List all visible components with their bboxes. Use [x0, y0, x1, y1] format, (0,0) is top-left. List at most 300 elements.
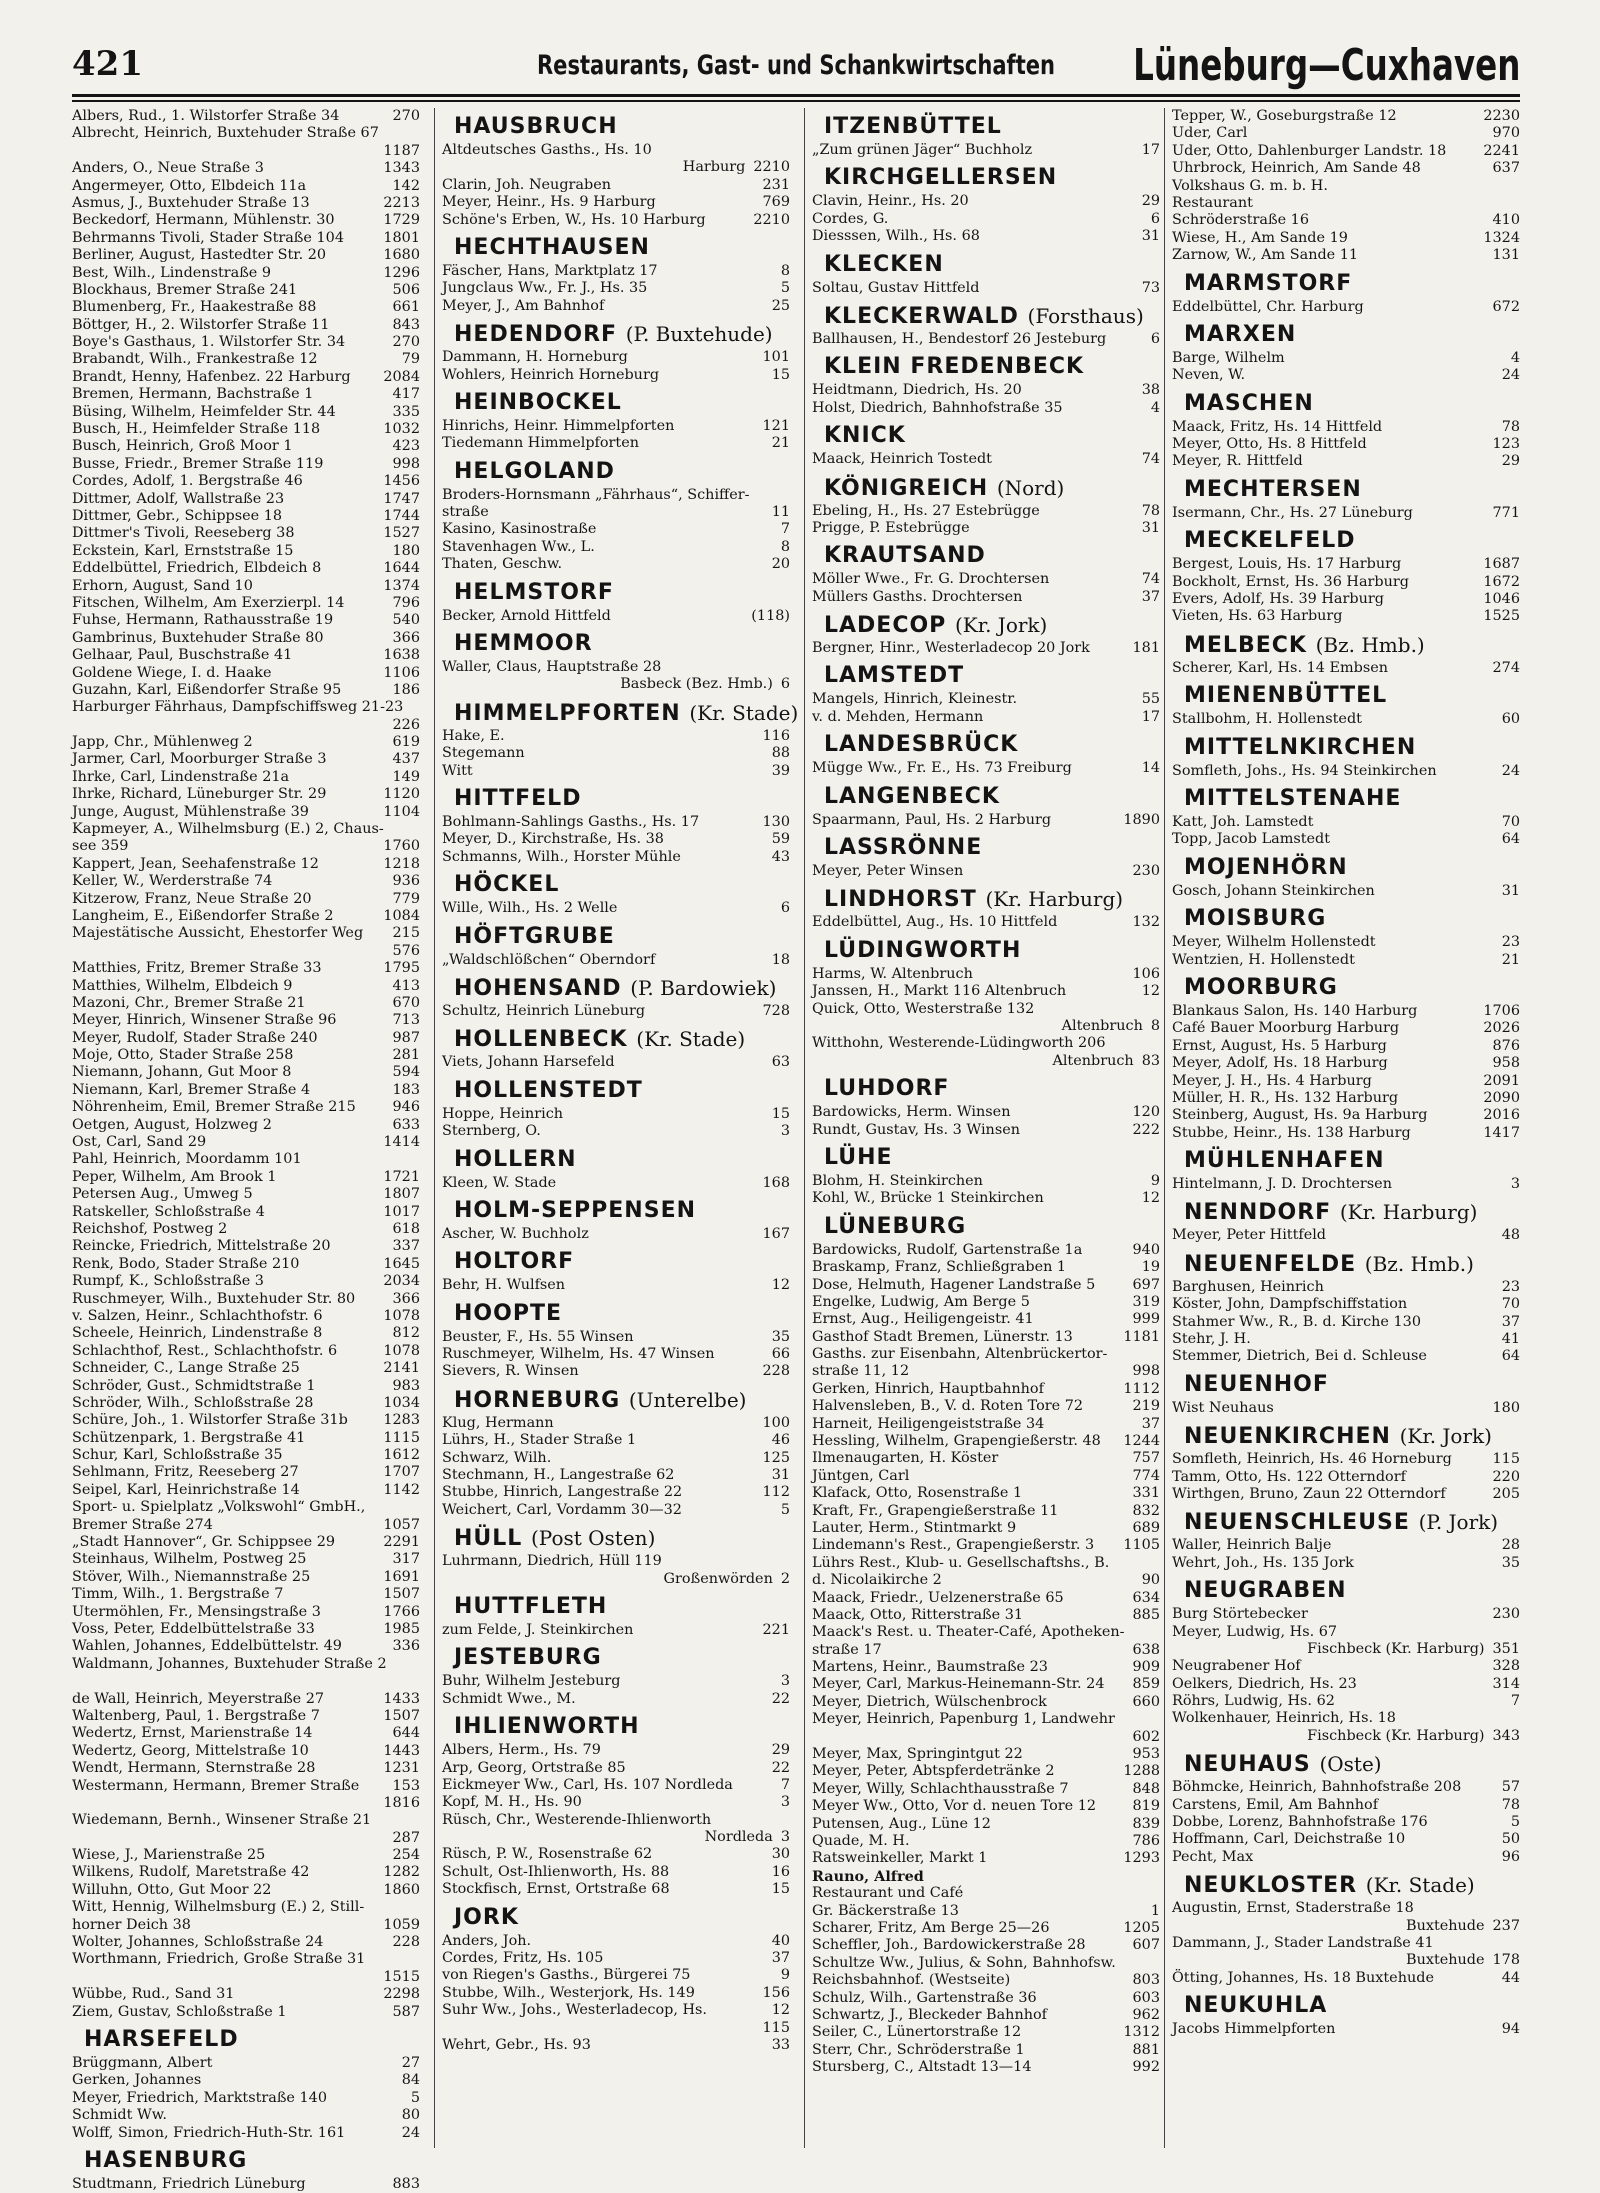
entry-text: Seiler, C., Lünertorstraße 12 — [812, 2024, 1022, 2041]
place-heading — [1172, 1576, 1520, 1606]
place-heading-name: MIENENBÜTTEL — [1184, 683, 1388, 709]
entry-text: Brüggmann, Albert — [72, 2054, 213, 2071]
entry-phone: 603 — [1132, 1989, 1160, 2006]
entry-phone — [1516, 178, 1520, 195]
entry-text: Cordes, Adolf, 1. Bergstraße 46 — [72, 473, 303, 490]
entry-text: Wendt, Hermann, Sternstraße 28 — [72, 1760, 316, 1777]
directory-entry — [72, 2107, 420, 2124]
entry-text: Büsing, Wilhelm, Heimfelder Str. 44 — [72, 403, 336, 420]
directory-entry — [72, 856, 420, 873]
directory-entry — [812, 1277, 1160, 1294]
entry-phone: 1414 — [383, 1134, 420, 1151]
entry-text: Holst, Diedrich, Bahnhofstraße 35 — [812, 399, 1063, 416]
entry-phone: 101 — [762, 349, 790, 366]
entry-phone: 786 — [1132, 1833, 1160, 1849]
entry-phone: 5 — [780, 280, 790, 297]
entry-text: Hinrichs, Heinr. Himmelpforten — [442, 417, 675, 434]
directory-entry — [812, 1104, 1160, 1121]
place-heading — [812, 782, 1160, 812]
place-heading-qualifier: (P. Bardowiek) — [630, 975, 777, 1000]
entry-text: Westermann, Hermann, Bremer Straße — [72, 1777, 360, 1794]
entry-text: Busch, H., Heimfelder Straße 118 — [72, 421, 321, 438]
place-heading-name: HITTFELD — [454, 785, 582, 811]
directory-entry — [442, 1467, 790, 1484]
directory-entry — [442, 2002, 790, 2019]
entry-text: Rüsch, Chr., Westerende-Ihlienworth — [442, 1811, 712, 1828]
entry-phone: 413 — [392, 977, 420, 994]
directory-entry — [812, 2042, 1160, 2059]
directory-entry — [442, 367, 790, 384]
directory-entry — [812, 451, 1160, 468]
directory-entry — [812, 863, 1160, 880]
place-heading-name: KÖNIGREICH — [824, 475, 989, 501]
directory-entry — [72, 1551, 420, 1568]
entry-text: von Riegen's Gasths., Bürgerei 75 — [442, 1967, 691, 1984]
place-heading-name: HIMMELPFORTEN — [454, 700, 681, 726]
directory-entry — [72, 751, 420, 768]
entry-text: Scharer, Fritz, Am Berge 25—26 — [812, 1919, 1050, 1936]
directory-entry — [812, 1190, 1160, 1207]
place-heading-name: HÜLL — [454, 1526, 523, 1552]
place-heading — [1172, 1507, 1520, 1537]
place-range: Lüneburg—Cuxhaven — [1132, 40, 1520, 91]
directory-entry — [72, 821, 420, 838]
entry-phone: 186 — [392, 681, 420, 698]
entry-phone: 39 — [771, 762, 790, 779]
place-heading — [1172, 1749, 1520, 1779]
entry-text: Dittmer, Adolf, Wallstraße 23 — [72, 490, 285, 507]
directory-entry — [442, 263, 790, 280]
place-heading — [812, 1074, 1160, 1104]
place-heading-name: HOLLERN — [454, 1146, 577, 1172]
place-heading-name: NEUKLOSTER — [1184, 1873, 1358, 1899]
directory-entry — [812, 640, 1160, 657]
directory-entry — [72, 2072, 420, 2089]
entry-text: Sehlmann, Fritz, Reeseberg 27 — [72, 1464, 299, 1481]
entry-text: Kohl, W., Brücke 1 Steinkirchen — [812, 1190, 1044, 1207]
entry-text: Harneit, Heiligengeiststraße 34 — [812, 1415, 1045, 1432]
entry-text: Wübbe, Rud., Sand 31 — [72, 1986, 235, 2003]
directory-entry — [1172, 299, 1520, 316]
entry-text: Restaurant und Café — [812, 1885, 964, 1902]
entry-phone: 156 — [762, 1984, 790, 2001]
entry-text: Café Bauer Moorburg Harburg — [1172, 1020, 1400, 1037]
directory-entry — [812, 193, 1160, 210]
entry-text: Maack, Friedr., Uelzenerstraße 65 — [812, 1589, 1064, 1606]
directory-entry — [1172, 1849, 1520, 1866]
entry-phone: 153 — [392, 1777, 420, 1794]
entry-phone: 88 — [771, 745, 790, 762]
entry-text: Lührs, H., Stader Straße 1 — [442, 1432, 637, 1449]
directory-entry — [812, 1607, 1160, 1624]
place-heading — [1172, 526, 1520, 556]
entry-phone: 876 — [1492, 1037, 1520, 1054]
entry-phone: 839 — [1132, 1815, 1160, 1832]
place-heading-name: LUHDORF — [824, 1076, 950, 1102]
entry-phone: 78 — [1501, 1796, 1520, 1813]
directory-entry — [72, 1830, 420, 1847]
directory-entry — [812, 1624, 1160, 1641]
place-heading — [1172, 973, 1520, 1003]
directory-entry — [72, 195, 420, 212]
entry-phone: 2016 — [1483, 1107, 1520, 1124]
entry-text: Wedertz, Georg, Mittelstraße 10 — [72, 1742, 309, 1759]
entry-phone: 38 — [1141, 382, 1160, 399]
columns — [72, 108, 1520, 2192]
entry-phone: 180 — [1492, 1399, 1520, 1416]
place-heading-name: HARSEFELD — [84, 2026, 239, 2052]
entry-phone: 1288 — [1123, 1763, 1160, 1780]
entry-text — [72, 717, 389, 734]
entry-text: Fischbeck (Kr. Harburg) — [1307, 1727, 1485, 1744]
place-heading-qualifier: (P. Jork) — [1418, 1510, 1499, 1535]
directory-entry — [442, 1277, 790, 1294]
entry-phone: 8 — [1150, 1017, 1160, 1034]
place-heading-name: MOJENHÖRN — [1184, 854, 1348, 880]
directory-entry — [442, 2020, 790, 2037]
directory-entry — [72, 908, 420, 925]
directory-entry — [1172, 1296, 1520, 1313]
entry-text: Kleen, W. Stade — [442, 1174, 557, 1191]
entry-text: Klug, Hermann — [442, 1414, 554, 1431]
entry-text: Scheele, Heinrich, Lindenstraße 8 — [72, 1325, 323, 1342]
place-heading — [812, 421, 1160, 451]
directory-entry — [1172, 1003, 1520, 1020]
directory-entry — [812, 1659, 1160, 1676]
directory-entry — [812, 1363, 1160, 1380]
entry-text: Maack, Otto, Ritterstraße 31 — [812, 1606, 1024, 1623]
place-heading — [812, 730, 1160, 760]
entry-phone: 1417 — [1483, 1124, 1520, 1141]
entry-text: Langheim, E., Eißendorfer Straße 2 — [72, 907, 334, 924]
entry-phone: 18 — [771, 951, 790, 968]
entry-phone: 1638 — [383, 647, 420, 664]
entry-phone: 66 — [771, 1346, 790, 1363]
directory-entry — [72, 2055, 420, 2072]
entry-phone: 121 — [762, 417, 790, 434]
directory-entry — [812, 228, 1160, 245]
directory-entry — [72, 1482, 420, 1499]
entry-phone: 116 — [762, 727, 790, 744]
entry-phone: 637 — [1492, 160, 1520, 177]
directory-entry — [72, 1899, 420, 1916]
entry-phone: 37 — [1501, 1313, 1520, 1330]
directory-entry — [1172, 1348, 1520, 1365]
entry-phone: 2091 — [1483, 1072, 1520, 1089]
place-heading-name: KIRCHGELLERSEN — [824, 165, 1058, 191]
entry-phone: 5 — [780, 1501, 790, 1518]
place-heading — [442, 233, 790, 263]
entry-text: Sternberg, O. — [442, 1123, 541, 1140]
place-heading — [442, 629, 790, 659]
directory-entry — [72, 1638, 420, 1655]
entry-text: Burg Störtebecker — [1172, 1606, 1308, 1623]
entry-text: Stechmann, H., Langestraße 62 — [442, 1467, 675, 1484]
entry-phone: 9 — [780, 1967, 790, 1984]
entry-text: Broders-Hornsmann „Fährhaus“, Schiffer- — [442, 486, 750, 503]
entry-phone: 843 — [392, 316, 420, 333]
entry-text: Ernst, August, Hs. 5 Harburg — [1172, 1037, 1387, 1054]
column-2 — [442, 108, 799, 2148]
place-heading — [1172, 1991, 1520, 2021]
directory-entry — [72, 282, 420, 299]
entry-text: Waltenberg, Paul, 1. Bergstraße 7 — [72, 1707, 320, 1724]
entry-phone: 660 — [1132, 1693, 1160, 1710]
entry-phone: 812 — [392, 1325, 420, 1342]
entry-text: Jarmer, Carl, Moorburger Straße 3 — [72, 751, 327, 768]
directory-entry — [72, 1812, 420, 1829]
entry-phone: 936 — [392, 873, 420, 890]
place-heading — [442, 870, 790, 900]
entry-text: Witthohn, Westerende-Lüdingworth 206 — [812, 1035, 1106, 1052]
entry-phone: 423 — [392, 438, 420, 455]
entry-text: d. Nicolaikirche 2 — [812, 1572, 942, 1589]
directory-entry — [72, 960, 420, 977]
entry-phone: 1181 — [1123, 1328, 1160, 1345]
place-heading-name: KLECKEN — [824, 251, 944, 277]
entry-phone: 15 — [771, 1105, 790, 1122]
place-heading — [1172, 320, 1520, 350]
entry-text: Meyer, Otto, Hs. 8 Hittfeld — [1172, 436, 1367, 453]
directory-entry — [812, 1955, 1160, 1972]
entry-phone: 14 — [1141, 760, 1160, 777]
place-heading-name: IHLIENWORTH — [454, 1714, 640, 1740]
entry-phone: 25 — [771, 297, 790, 314]
entry-phone — [786, 142, 790, 159]
entry-text: Junge, August, Mühlenstraße 39 — [72, 803, 309, 820]
directory-entry — [72, 525, 420, 542]
directory-entry — [72, 1934, 420, 1951]
directory-entry — [442, 1622, 790, 1639]
entry-text: Wilkens, Rudolf, Maretstraße 42 — [72, 1864, 310, 1881]
entry-text: Stallbohm, H. Hollenstedt — [1172, 711, 1362, 728]
entry-phone: 540 — [392, 612, 420, 629]
entry-phone: 3 — [780, 1123, 790, 1140]
directory-entry — [1172, 1176, 1520, 1193]
entry-text: Mügge Ww., Fr. E., Hs. 73 Freiburg — [812, 760, 1072, 777]
place-heading — [812, 1212, 1160, 1242]
entry-phone: 112 — [762, 1484, 790, 1501]
entry-text: Eddelbüttel, Chr. Harburg — [1172, 298, 1364, 315]
directory-entry — [72, 995, 420, 1012]
entry-phone: 1672 — [1483, 573, 1520, 590]
directory-entry — [1172, 1020, 1520, 1037]
entry-phone: 43 — [771, 848, 790, 865]
entry-phone: 2213 — [383, 194, 420, 211]
directory-entry — [812, 1676, 1160, 1693]
entry-phone — [1156, 1035, 1160, 1052]
entry-phone: 1433 — [383, 1690, 420, 1707]
entry-phone: 946 — [392, 1099, 420, 1116]
entry-text: Jungclaus Ww., Fr. J., Hs. 35 — [442, 280, 648, 297]
entry-phone: 351 — [1492, 1640, 1520, 1657]
entry-text: Beuster, F., Hs. 55 Winsen — [442, 1328, 634, 1345]
entry-text: Meyer Ww., Otto, Vor d. neuen Tore 12 — [812, 1798, 1097, 1815]
entry-text: Möller Wwe., Fr. G. Drochtersen — [812, 571, 1050, 588]
entry-text: Fäscher, Hans, Marktplatz 17 — [442, 262, 658, 279]
directory-entry — [1172, 1918, 1520, 1935]
entry-text: Brandt, Henny, Hafenbez. 22 Harburg — [72, 368, 351, 385]
entry-text: Schüre, Joh., 1. Wilstorfer Straße 31b — [72, 1412, 348, 1429]
entry-text: Brabandt, Wilh., Frankestraße 12 — [72, 351, 318, 368]
entry-phone: 205 — [1492, 1485, 1520, 1502]
directory-entry — [442, 349, 790, 366]
place-heading-name: MECKELFELD — [1184, 528, 1356, 554]
entry-text: Schlachthof, Rest., Schlachthofstr. 6 — [72, 1342, 338, 1359]
directory-entry — [1172, 556, 1520, 573]
entry-phone: 796 — [392, 594, 420, 611]
directory-entry — [72, 1499, 420, 1516]
entry-text: Worthmann, Friedrich, Große Straße 31 — [72, 1951, 366, 1968]
entry-text: Neugrabener Hof — [1172, 1658, 1301, 1675]
directory-entry — [442, 1054, 790, 1071]
directory-entry — [442, 1571, 790, 1588]
place-heading-name: LÜHE — [824, 1144, 893, 1170]
entry-phone: 1747 — [383, 490, 420, 507]
entry-phone: 1816 — [383, 1794, 420, 1811]
directory-entry — [1172, 1107, 1520, 1124]
entry-phone: 64 — [1501, 1348, 1520, 1365]
entry-phone — [786, 1553, 790, 1570]
directory-entry — [442, 1691, 790, 1708]
place-heading — [1172, 1197, 1520, 1227]
place-heading — [1172, 1870, 1520, 1900]
entry-text: Niemann, Karl, Bremer Straße 4 — [72, 1081, 311, 1098]
place-heading — [442, 1076, 790, 1106]
entry-phone — [416, 1673, 420, 1690]
entry-text: Timm, Wilh., 1. Bergstraße 7 — [72, 1586, 284, 1603]
entry-text: Jacobs Himmelpforten — [1172, 2021, 1336, 2038]
directory-entry — [812, 1294, 1160, 1311]
place-heading-name: KNICK — [824, 423, 906, 449]
directory-entry — [1172, 212, 1520, 229]
place-heading — [442, 922, 790, 952]
entry-text: Lauter, Herm., Stintmarkt 9 — [812, 1519, 1017, 1536]
directory-entry — [442, 1967, 790, 1984]
entry-phone: 230 — [1492, 1606, 1520, 1623]
directory-entry — [812, 2024, 1160, 2041]
entry-phone: 2026 — [1483, 1020, 1520, 1037]
place-heading — [1172, 1370, 1520, 1400]
entry-text: Altdeutsches Gasths., Hs. 10 — [442, 142, 652, 158]
entry-phone: 1687 — [1483, 556, 1520, 573]
place-heading — [1172, 681, 1520, 711]
entry-phone: 115 — [1492, 1451, 1520, 1468]
entry-text: Eickmeyer Ww., Carl, Hs. 107 Nordleda — [442, 1776, 733, 1793]
place-heading — [812, 1143, 1160, 1173]
place-heading — [812, 541, 1160, 571]
directory-entry — [72, 1656, 420, 1673]
entry-phone: 1343 — [383, 160, 420, 177]
entry-text: Wiedemann, Bernh., Winsener Straße 21 — [72, 1812, 372, 1829]
entry-phone: 274 — [1492, 659, 1520, 676]
entry-text: Oelkers, Diedrich, Hs. 23 — [1172, 1675, 1357, 1692]
place-heading — [1172, 1146, 1520, 1176]
entry-text: Fuhse, Hermann, Rathausstraße 19 — [72, 612, 334, 629]
entry-text: Meyer, D., Kirchstraße, Hs. 38 — [442, 831, 664, 848]
directory-entry — [442, 814, 790, 831]
directory-entry — [812, 589, 1160, 606]
entry-phone: 1515 — [383, 1968, 420, 1985]
directory-entry — [812, 709, 1160, 726]
place-heading — [442, 319, 790, 349]
directory-entry — [72, 1917, 420, 1934]
entry-phone: 37 — [771, 1950, 790, 1967]
entry-text: Bergest, Louis, Hs. 17 Harburg — [1172, 556, 1402, 573]
entry-text — [442, 2020, 759, 2037]
entry-text: Schmidt Ww. — [72, 2107, 167, 2124]
directory-entry — [442, 435, 790, 452]
directory-entry — [442, 159, 790, 176]
place-heading — [812, 301, 1160, 331]
entry-text: Meyer, Peter, Abtspferdetränke 2 — [812, 1763, 1055, 1780]
entry-phone — [416, 821, 420, 838]
place-heading — [442, 1024, 790, 1054]
entry-text: Meyer, Hinrich, Winsener Straße 96 — [72, 1012, 337, 1029]
place-heading-name: HELGOLAND — [454, 458, 615, 484]
entry-phone: 123 — [1492, 436, 1520, 453]
entry-phone: 670 — [392, 994, 420, 1011]
entry-phone — [1156, 1711, 1160, 1728]
entry-text: Hessling, Wilhelm, Grapengießerstr. 48 — [812, 1433, 1101, 1450]
entry-phone: 180 — [392, 542, 420, 559]
entry-text: Schneider, C., Lange Straße 25 — [72, 1360, 300, 1377]
entry-text — [812, 1729, 1129, 1746]
entry-phone: 1680 — [383, 247, 420, 264]
directory-entry — [72, 421, 420, 438]
entry-phone: 1527 — [383, 525, 420, 542]
entry-phone: 215 — [392, 925, 420, 942]
place-heading — [442, 784, 790, 814]
entry-text: Basbeck (Bez. Hmb.) — [620, 676, 773, 693]
entry-phone: 1801 — [383, 229, 420, 246]
directory-entry — [72, 299, 420, 316]
entry-phone — [786, 487, 790, 504]
place-heading-name: HELMSTORF — [454, 579, 614, 605]
entry-text: Peper, Wilhelm, Am Brook 1 — [72, 1168, 277, 1185]
entry-phone — [1156, 1555, 1160, 1572]
place-heading — [1172, 904, 1520, 934]
column-divider — [804, 108, 805, 2148]
entry-phone: 1105 — [1123, 1537, 1160, 1554]
directory-entry — [442, 177, 790, 194]
directory-entry — [442, 659, 790, 676]
directory-entry — [1172, 1831, 1520, 1848]
entry-phone — [1156, 1955, 1160, 1972]
entry-phone: 8 — [780, 262, 790, 279]
entry-phone: 2090 — [1483, 1089, 1520, 1106]
place-heading — [442, 1385, 790, 1415]
directory-entry — [72, 1064, 420, 1081]
directory-entry — [1172, 831, 1520, 848]
entry-text: Harburger Fährhaus, Dampfschiffsweg 21-23 — [72, 699, 404, 716]
entry-phone: 1106 — [383, 664, 420, 681]
directory-entry — [812, 1850, 1160, 1867]
entry-phone: 183 — [392, 1081, 420, 1098]
entry-text: Suhr Ww., Johs., Westerladecop, Hs. — [442, 2002, 707, 2019]
entry-text: Renk, Bodo, Stader Straße 210 — [72, 1255, 300, 1272]
place-heading-name: NEUENHOF — [1184, 1371, 1329, 1397]
entry-text: „Zum grünen Jäger“ Buchholz — [812, 142, 1033, 158]
entry-text: Matthies, Fritz, Bremer Straße 33 — [72, 960, 322, 977]
entry-text: Viets, Johann Harsefeld — [442, 1054, 615, 1071]
entry-text: Dobbe, Lorenz, Bahnhofstraße 176 — [1172, 1814, 1428, 1831]
entry-phone: 2141 — [383, 1360, 420, 1377]
place-heading-name: HOLTORF — [454, 1249, 575, 1275]
entry-phone: 3 — [780, 1673, 790, 1690]
entry-text: Ebeling, H., Hs. 27 Estebrügge — [812, 502, 1040, 519]
place-heading-name: HECHTHAUSEN — [454, 234, 650, 260]
